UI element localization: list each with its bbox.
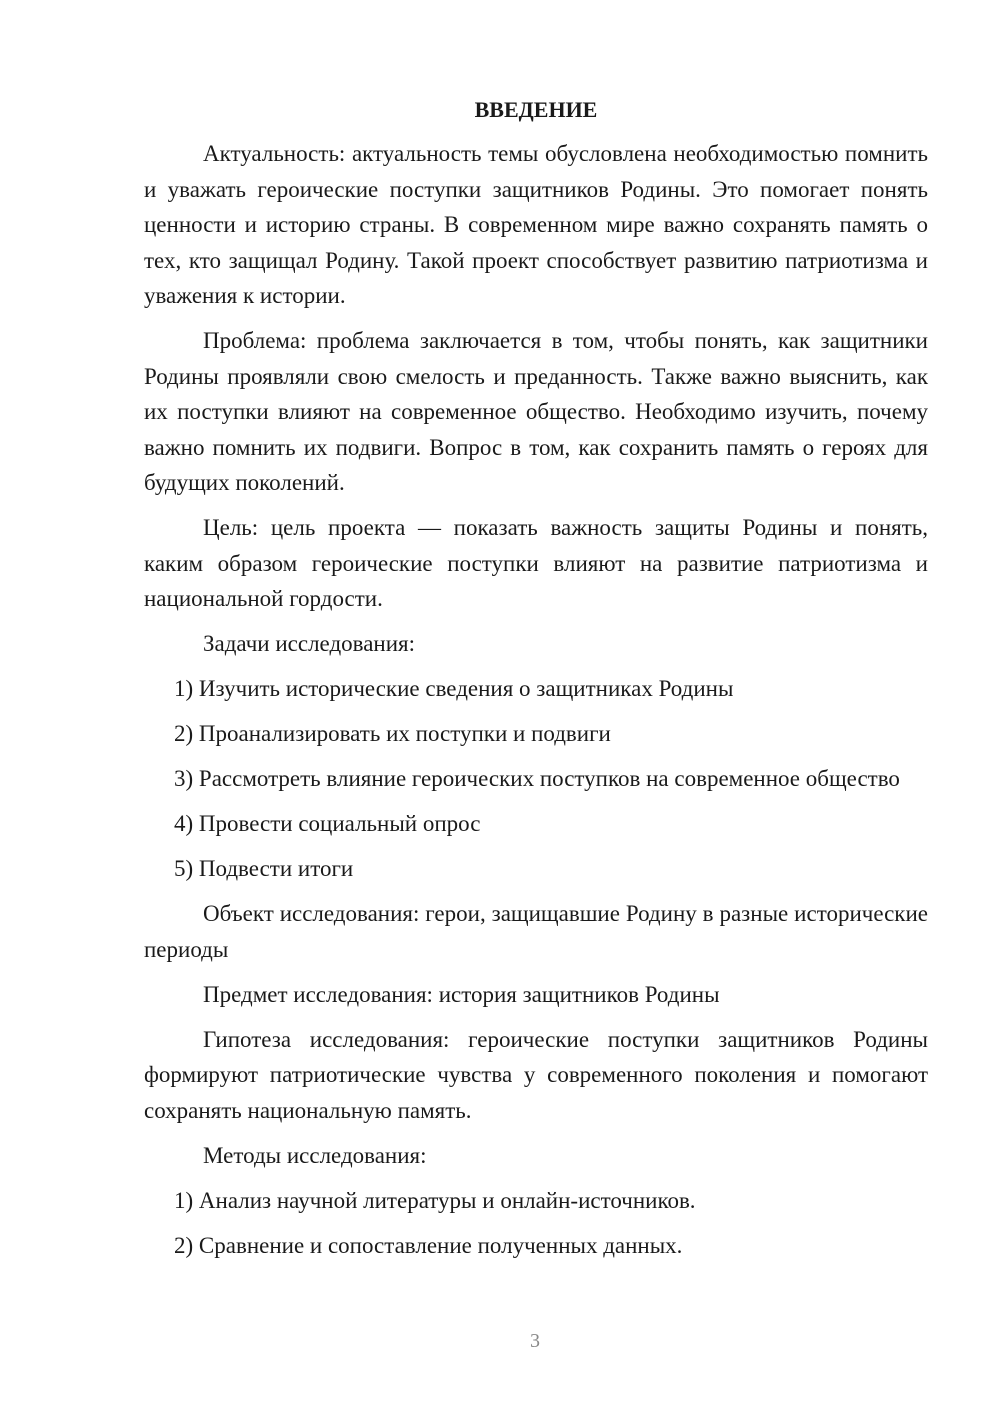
task-item-4: 4) Провести социальный опрос [174, 811, 481, 836]
goal-paragraph: Цель: цель проекта — показать важность защиты Родины и понять, каким образом героические поступки влияют на развитие патриотизма и национальной гордости. [144, 515, 928, 611]
method-item-1: 1) Анализ научной литературы и онлайн-источников. [174, 1187, 696, 1213]
page-content [144, 94, 928, 1273]
subject-paragraph: Предмет исследования: история защитников Родины [203, 981, 720, 1007]
section-heading: ВВЕДЕНИЕ [474, 97, 598, 122]
methods-label: Методы исследования: [203, 1142, 427, 1168]
task-item-5: 5) Подвести итоги [174, 856, 354, 881]
page-number: 3 [530, 1330, 540, 1352]
task-item-2: 2) Проанализировать их поступки и подвиги [174, 721, 611, 746]
problem-paragraph: Проблема: проблема заключается в том, чтобы понять, как защитники Родины проявляли свою смелость и преданность. Также важно выяснить, как их поступки влияют на современное общество. Необходимо изучить, почему важно помнить их подвиги. Вопрос в том, как сохранить память о героях для будущих поколений. [144, 328, 928, 495]
hypothesis-paragraph: Гипотеза исследования: героические поступки защитников Родины формируют патриотические чувства у современного поколения и помогают сохранять национальную память. [144, 1026, 928, 1123]
object-paragraph: Объект исследования: герои, защищавшие Родину в разные исторические периоды [144, 901, 928, 962]
task-item-3: 3) Рассмотреть влияние героических поступков на современное общество [174, 766, 900, 791]
task-item-1: 1) Изучить исторические сведения о защитниках Родины [174, 676, 734, 701]
relevance-paragraph: Актуальность: актуальность темы обусловлена необходимостью помнить и уважать героические поступки защитников Родины. Это помогает понять ценности и историю страны. В современном мире важно сохранять память о тех, кто защищал Родину. Такой проект способствует развитию патриотизма и уважения к истории. [144, 141, 928, 308]
tasks-label: Задачи исследования: [203, 631, 416, 656]
method-item-2: 2) Сравнение и сопоставление полученных данных. [174, 1232, 683, 1258]
